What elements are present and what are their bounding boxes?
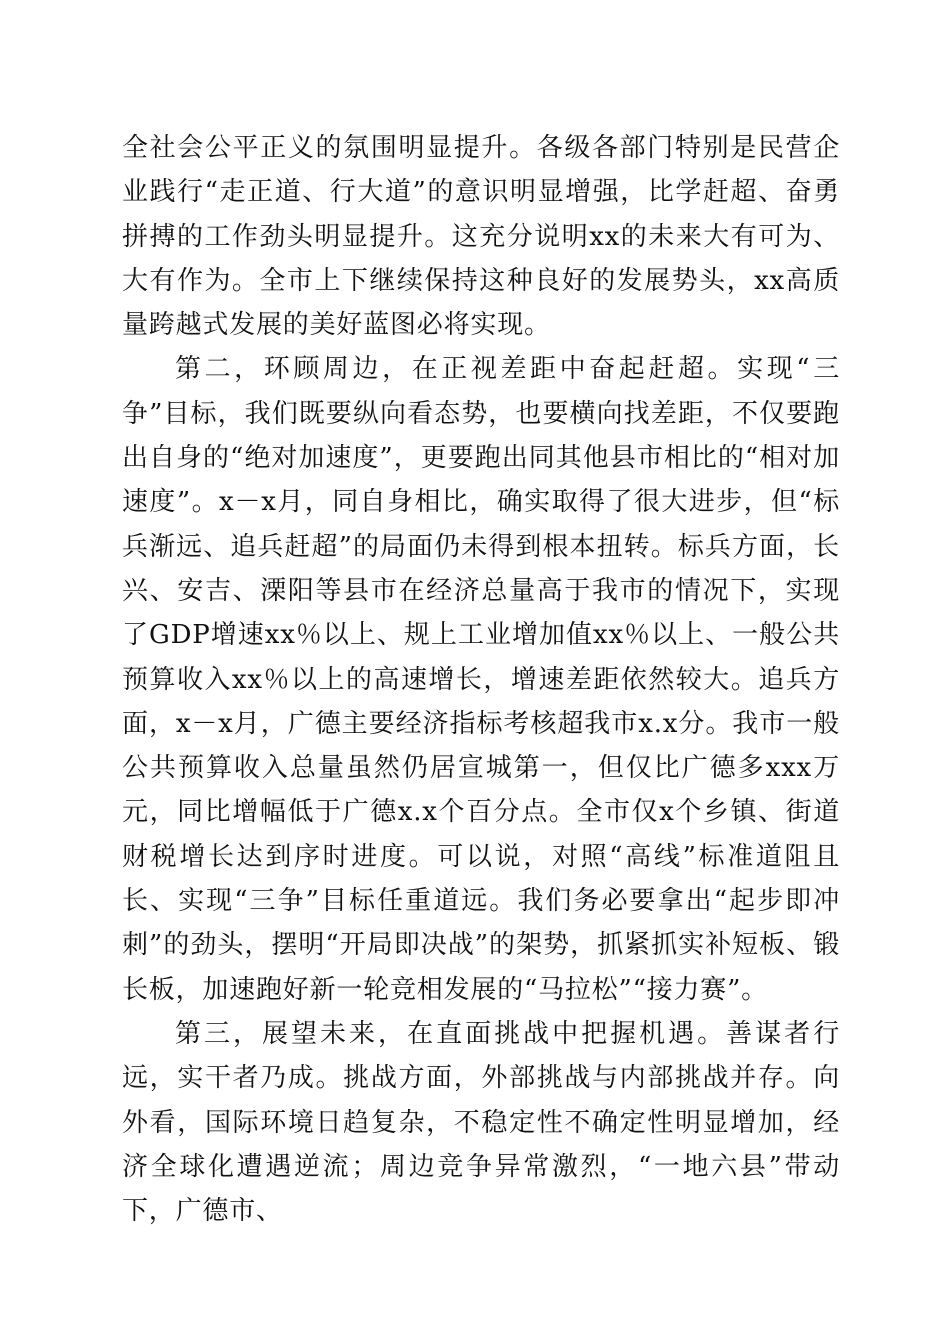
document-body bbox=[122, 126, 840, 1233]
paragraph-3: 第三，展望未来，在直面挑战中把握机遇。善谋者行远，实干者乃成。挑战方面，外部挑战与内部挑战并存。向外看，国际环境日趋复杂，不稳定性不确定性明显增加，经济全球化遭遇逆流；周边竞争异常激烈，“一地六县”带动下，广德市、 bbox=[122, 1018, 840, 1227]
paragraph-1: 全社会公平正义的氛围明显提升。各级各部门特别是民营企业践行“走正道、行大道”的意识明显增强，比学赶超、奋勇拼搏的工作劲头明显提升。这充分说明xx的未来大有可为、大有作为。全市上下继续保持这种良好的发展势头，xx高质量跨越式发展的美好蓝图必将实现。 bbox=[122, 133, 840, 341]
paragraph-2: 第二，环顾周边，在正视差距中奋起赶超。实现“三争”目标，我们既要纵向看态势，也要横向找差距，不仅要跑出自身的“绝对加速度”，更要跑出同其他县市相比的“相对加速度”。x－x月，同自身相比，确实取得了很大进步，但“标兵渐远、追兵赶超”的局面仍未得到根本扭转。标兵方面，长兴、安吉、溧阳等县市在经济总量高于我市的情况下，实现了GDP增速xx％以上、规上工业增加值xx％以上、一般公共预算收入xx％以上的高速增长，增速差距依然较大。追兵方面，x－x月，广德主要经济指标考核超我市x.x分。我市一般公共预算收入总量虽然仍居宣城第一，但仅比广德多xxx万元，同比增幅低于广德x.x个百分点。全市仅x个乡镇、街道财税增长达到序时进度。可以说，对照“高线”标准道阻且长、实现“三争”目标任重道远。我们务必要拿出“起步即冲刺”的劲头，摆明“开局即决战”的架势，抓紧抓实补短板、锻长板，加速跑好新一轮竞相发展的“马拉松”“接力赛”。 bbox=[122, 354, 840, 1005]
